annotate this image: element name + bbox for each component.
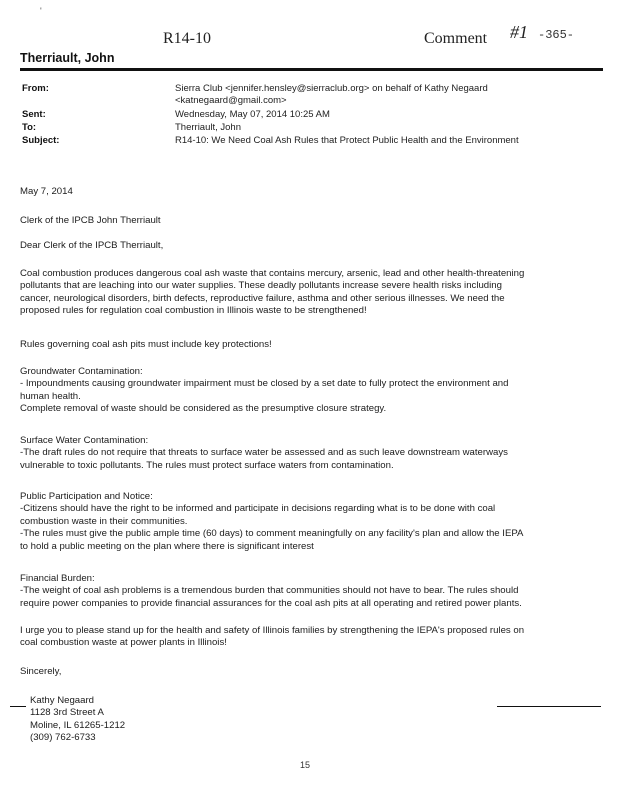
sent-label: Sent: — [22, 109, 46, 120]
paragraph-line: proposed rules for regulation coal combustion in Illinois waste to be strengthened! — [20, 305, 367, 317]
docket-number: R14-10 — [163, 30, 211, 47]
paragraph-line: human health. — [20, 390, 81, 402]
signer-city: Moline, IL 61265-1212 — [30, 719, 126, 731]
section-heading: Public Participation and Notice: — [20, 491, 153, 502]
paragraph-line: -Citizens should have the right to be informed and participate in decisions regarding what is to be done with coal — [20, 503, 496, 515]
paragraph-line: I urge you to please stand up for the health and safety of Illinois families by strengthening the IEPA's proposed rules on — [20, 625, 525, 636]
rules-intro: Rules governing coal ash pits must include key protections! — [20, 339, 272, 350]
comment-number-suffix: -365- — [538, 28, 575, 42]
sent-value: Wednesday, May 07, 2014 10:25 AM — [175, 109, 330, 120]
paragraph-line: combustion waste in their communities. — [20, 515, 188, 527]
page-number: 15 — [300, 760, 311, 770]
comment-label: Comment — [424, 30, 488, 47]
subject-value: R14-10: We Need Coal Ash Rules that Protect Public Health and the Environment — [175, 135, 519, 146]
to-value: Therriault, John — [175, 122, 242, 133]
comment-number: #1 — [510, 22, 528, 42]
letter-date: May 7, 2014 — [20, 186, 73, 197]
from-value-line: Sierra Club <jennifer.hensley@sierraclub.org> on behalf of Kathy Negaard — [175, 83, 488, 94]
paragraph-line: pollutants that are leaching into our water supplies. These deadly pollutants increase severe health risks including — [20, 280, 502, 292]
signer-address: 1128 3rd Street A — [30, 707, 104, 719]
from-value — [175, 83, 595, 107]
paragraph-line: -The draft rules do not require that threats to surface water be assessed and as such leave downstream waterways — [20, 447, 508, 459]
signer-phone: (309) 762-6733 — [30, 732, 96, 744]
from-value-line: <katnegaard@gmail.com> — [175, 95, 287, 106]
mailbox-owner: Therriault, John — [20, 51, 115, 65]
paragraph-line: - Impoundments causing groundwater impairment must be closed by a set date to fully protect the environment and — [20, 378, 509, 390]
to-label: To: — [22, 122, 37, 133]
signature-rule-left — [10, 706, 26, 707]
letter-recipient: Clerk of the IPCB John Therriault — [20, 215, 161, 226]
closing-paragraph — [20, 625, 600, 650]
public-participation-section — [20, 491, 600, 553]
paragraph-line: to hold a public meeting on the plan where there is significant interest — [20, 540, 314, 552]
signature-block — [30, 695, 610, 745]
header-divider — [20, 68, 603, 71]
paragraph-line: require power companies to provide financial assurances for the coal ash pits at all operating and retired power plants. — [20, 597, 522, 609]
subject-label: Subject: — [22, 135, 60, 146]
paragraph-line: -The weight of coal ash problems is a tremendous burden that communities should not have to bear. The rules should — [20, 585, 519, 597]
surface-water-section — [20, 435, 600, 472]
financial-burden-section — [20, 573, 600, 610]
section-heading: Financial Burden: — [20, 573, 95, 584]
section-heading: Surface Water Contamination: — [20, 435, 149, 446]
signer-name: Kathy Negaard — [30, 695, 94, 706]
paragraph-line: -The rules must give the public ample time (60 days) to comment meaningfully on any facility's plan and allow the IEPA — [20, 528, 524, 540]
paragraph-line: Complete removal of waste should be considered as the presumptive closure strategy. — [20, 403, 387, 415]
paragraph-line: coal combustion waste at power plants in Illinois! — [20, 637, 227, 649]
letter-salutation: Dear Clerk of the IPCB Therriault, — [20, 240, 164, 251]
intro-paragraph — [20, 268, 600, 318]
paragraph-line: cancer, neurological disorders, birth defects, reproductive failure, asthma and other serious illnesses. We need the — [20, 292, 505, 304]
paragraph-line: Coal combustion produces dangerous coal ash waste that contains mercury, arsenic, lead and other health-threatening — [20, 268, 525, 279]
sign-off: Sincerely, — [20, 666, 62, 677]
section-heading: Groundwater Contamination: — [20, 366, 143, 377]
groundwater-section — [20, 366, 600, 416]
paragraph-line: vulnerable to toxic pollutants. The rules must protect surface waters from contamination. — [20, 459, 394, 471]
from-label: From: — [22, 83, 49, 94]
scan-mark: ' — [40, 6, 42, 16]
